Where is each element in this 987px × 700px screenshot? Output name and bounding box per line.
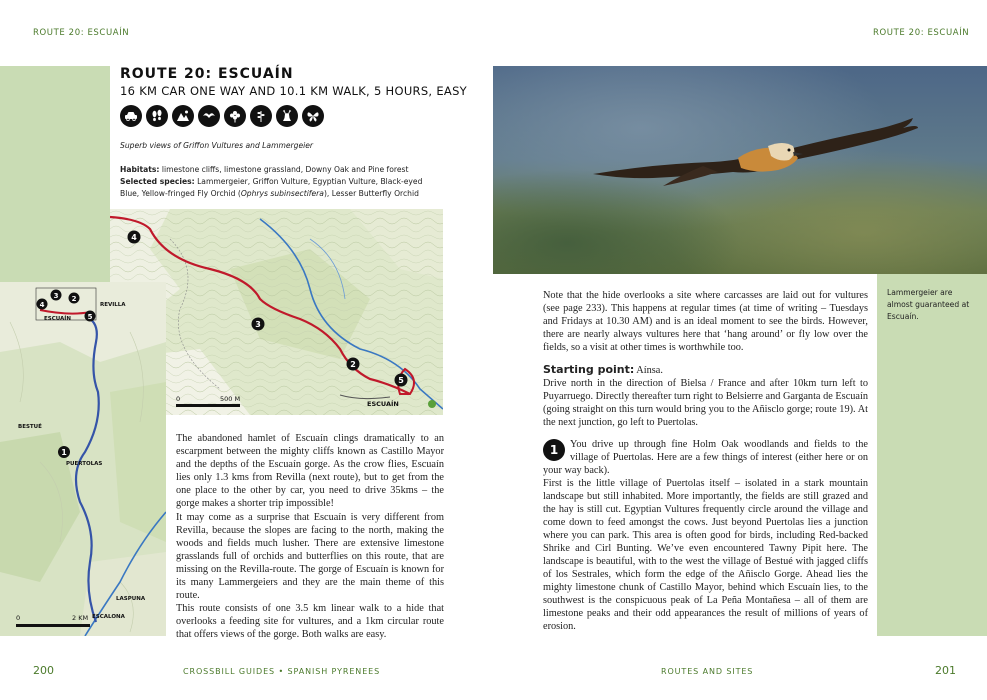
svg-text:4: 4 xyxy=(131,233,137,242)
species-text-1: Lammergeier, Griffon Vulture, Egyptian Vulture, Black-eyed Blue, Yellow-fringed Fly Orchid ( xyxy=(120,177,423,198)
step-1-number: 1 xyxy=(543,439,565,461)
left-paragraph-2: It may come as a surprise that Escuaín is very different from Revilla, because the slopes are facing to the north, making the woods and fields much lusher. There are extensive limestone grasslands full of orchids and butterflies on this route, that are missing on the Revilla-route. The gorge of Escuaín is known for its many Lammergeiers and they are the main theme of this route. xyxy=(176,511,444,602)
step-1-intro-text: You drive up through fine Holm Oak woodlands and fields to the village of Puertolas. Here are a few things of interest (either here or on your way back). xyxy=(543,439,868,476)
svg-text:2 KM: 2 KM xyxy=(72,614,89,622)
habitats-text: limestone cliffs, limestone grassland, Downy Oak and Pine forest xyxy=(159,165,409,174)
orchid-icon xyxy=(250,105,272,127)
svg-text:1: 1 xyxy=(61,448,67,457)
overview-marker-1 xyxy=(58,446,70,458)
footprints-icon xyxy=(146,105,168,127)
starting-point-line xyxy=(543,363,868,377)
map-marker-5 xyxy=(395,374,408,387)
deer-icon xyxy=(276,105,298,127)
left-paragraph-3: This route consists of one 3.5 km linear walk to a hide that overlooks a feeding site for vultures, and a 1km circular route that offers views of the gorge. Both walks are easy. xyxy=(176,603,444,641)
page-number-right: 201 xyxy=(935,664,956,677)
bird-icon xyxy=(198,105,220,127)
photo-caption: Lammergeier are almost guaranteed at Escuaín. xyxy=(887,288,970,321)
habitats-label: Habitats: xyxy=(120,165,160,174)
overview-marker-5 xyxy=(85,311,96,322)
left-green-panel xyxy=(0,66,110,282)
butterfly-icon xyxy=(302,105,324,127)
habitats-line xyxy=(120,164,440,176)
habitats-block xyxy=(120,164,440,200)
starting-point-label: Starting point: xyxy=(543,363,635,376)
running-head-left: ROUTE 20: ESCUAÍN xyxy=(33,28,130,38)
lammergeier-photo xyxy=(493,66,987,274)
species-label: Selected species: xyxy=(120,177,195,186)
park-icon xyxy=(428,400,436,408)
svg-text:2: 2 xyxy=(71,295,77,303)
route-icons xyxy=(120,105,324,127)
overview-label-laspuna: LASPUNA xyxy=(116,596,146,602)
svg-text:0: 0 xyxy=(176,395,181,403)
species-italic: Ophrys subinsectifera xyxy=(240,189,324,198)
overview-label-bestue: BESTUÉ xyxy=(18,424,42,430)
svg-text:4: 4 xyxy=(39,301,45,309)
car-icon xyxy=(120,105,142,127)
footer-right: ROUTES AND SITES xyxy=(661,667,754,676)
overview-marker-4 xyxy=(37,299,48,310)
overview-label-revilla: REVILLA xyxy=(100,302,126,308)
right-body-text xyxy=(543,289,868,633)
right-green-panel xyxy=(877,274,987,636)
species-line xyxy=(120,176,440,200)
svg-text:500 M: 500 M xyxy=(220,395,241,403)
overview-marker-2 xyxy=(69,293,80,304)
route-subtitle: 16 KM CAR ONE WAY AND 10.1 KM WALK, 5 HOURS, EASY xyxy=(120,84,467,98)
starting-point-value: Aínsa. xyxy=(634,365,663,376)
svg-text:0: 0 xyxy=(16,614,21,622)
overview-label-escuain: ESCUAÍN xyxy=(44,316,71,322)
overview-label-escalona: ESCALONA xyxy=(92,614,125,620)
left-body-text xyxy=(176,432,444,642)
running-head-right: ROUTE 20: ESCUAÍN xyxy=(873,28,970,38)
svg-text:3: 3 xyxy=(255,320,261,329)
overview-label-puertolas: PUERTOLAS xyxy=(66,461,103,467)
overview-marker-3 xyxy=(51,290,62,301)
flower-icon xyxy=(224,105,246,127)
footer-left: CROSSBILL GUIDES • SPANISH PYRENEES xyxy=(183,667,381,676)
map-marker-3 xyxy=(252,318,265,331)
directions-paragraph: Drive north in the direction of Bielsa / France and after 10km turn left to Puyarruego. Directly thereafter turn right to Belsierre and Garganta de Escuaín (going straight on this turn would bring you to the Añisclo gorge; route 19). At the next junction, go left to Puertolas. xyxy=(543,378,868,428)
intro-paragraph: Note that the hide overlooks a site where carcasses are laid out for vultures (see page 233). This happens at regular times (at time of writing – Tuesdays and Fridays at 10.30 AM) and is an ideal moment to see the birds. However, there are nearly always vultures here that ‘hang around’ or fly low over the fields, so a visit at other times is worthwhile too. xyxy=(543,290,868,353)
step-1-body: First is the little village of Puertolas itself – isolated in a stark mountain landscape but still inhabited. More importantly, the fields are still grazed and the hay is still cut. Egyptian Vultures frequently circle around the village and come down to feed amongst the cows. Just beyond Puertolas lies a junction where you can park. This area is often good for birds, including Red-backed Shrike and Cirl Bunting. We’ve even encountered Tawny Pipit here. The landscape is beautiful, with to the west the village of Bestué with jagged cliffs of los Sestrales, which form the edge of the Añisclo Gorge. Ahead lies the mighty limestone chunk of Castillo Mayor, behind which Escuaín lies, to the southwest is the conspicuous peak of La Peña Montañesa – all of them are limestone peaks and their odd appearances the result of millions of years of erosion. xyxy=(543,478,868,632)
species-text-2: ), Lesser Butterfly Orchid xyxy=(323,189,419,198)
svg-text:5: 5 xyxy=(398,376,404,385)
map-marker-2 xyxy=(347,358,360,371)
route-highlight-caption: Superb views of Griffon Vultures and Lammergeier xyxy=(120,141,314,150)
svg-text:5: 5 xyxy=(87,313,93,321)
map-marker-4 xyxy=(128,231,141,244)
habitat-icon xyxy=(172,105,194,127)
map-label-escuain: ESCUAÍN xyxy=(367,400,399,408)
step-1-intro xyxy=(543,438,868,477)
overview-route-map xyxy=(0,282,166,636)
svg-text:2: 2 xyxy=(350,360,356,369)
route-title: ROUTE 20: ESCUAÍN xyxy=(120,66,294,82)
page-number-left: 200 xyxy=(33,664,54,677)
left-paragraph-1: The abandoned hamlet of Escuaín clings dramatically to an escarpment between the mighty cliffs known as Castillo Mayor and the depths of the Escuaín gorge. As the crow flies, Escuaín lies only 1.3 kms from Revilla (next route), but to get from the one place to the other by car, you need to drive 35kms – the gorge makes a shorter trip impossible! xyxy=(176,433,444,510)
svg-text:3: 3 xyxy=(53,292,59,300)
